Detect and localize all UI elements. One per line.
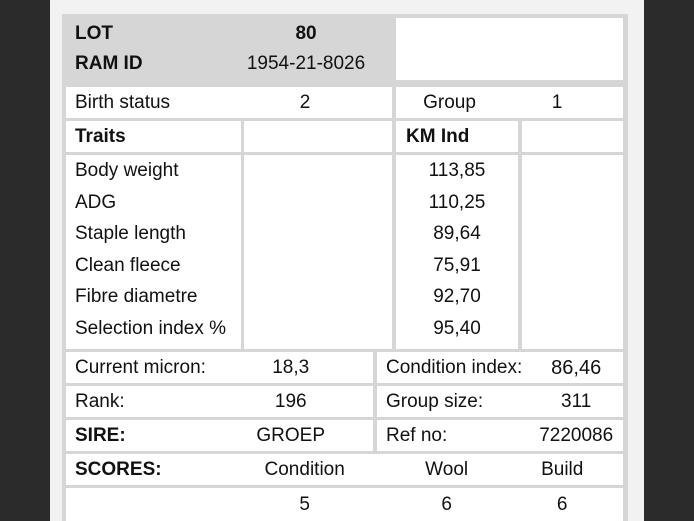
group-label: Group bbox=[423, 92, 476, 113]
current-micron-value: 18,3 bbox=[272, 357, 310, 378]
lot-value: 80 bbox=[295, 22, 317, 44]
ram-id-value: 1954-21-8026 bbox=[246, 53, 366, 75]
scores-values-spacer bbox=[75, 495, 223, 514]
trait-value: 89,64 bbox=[433, 223, 481, 244]
scores-condition-label: Condition bbox=[264, 459, 345, 480]
rank-label: Rank: bbox=[75, 391, 125, 412]
condition-index-label: Condition index: bbox=[386, 356, 523, 378]
scores-build-label: Build bbox=[541, 459, 584, 480]
condition-index-value: 86,46 bbox=[551, 356, 602, 379]
rank-value: 196 bbox=[274, 391, 307, 412]
scores-wool-value: 6 bbox=[441, 494, 452, 515]
group-size-cell bbox=[377, 386, 623, 417]
trait-value: 110,25 bbox=[428, 191, 486, 213]
scores-condition-value: 5 bbox=[299, 494, 310, 515]
sire-label: SIRE: bbox=[75, 425, 126, 446]
lot-row bbox=[75, 24, 386, 43]
group-size-label: Group size: bbox=[386, 391, 484, 412]
lot-header bbox=[62, 14, 392, 83]
trait-value: 75,91 bbox=[433, 254, 481, 276]
traits-header-blank bbox=[244, 121, 392, 152]
condition-index-cell bbox=[377, 352, 623, 383]
km-ind-header bbox=[396, 121, 518, 152]
trait-name: ADG bbox=[75, 191, 117, 213]
scores-label: SCORES: bbox=[75, 459, 162, 480]
birth-status-value: 2 bbox=[299, 92, 311, 113]
group-value: 1 bbox=[551, 92, 563, 113]
header-blank-box bbox=[396, 18, 623, 80]
birth-status-label: Birth status bbox=[75, 92, 171, 113]
trait-value: 92,70 bbox=[433, 286, 481, 307]
trait-name: Body weight bbox=[75, 160, 179, 181]
sire-cell bbox=[66, 420, 373, 451]
ram-lot-card bbox=[62, 14, 628, 521]
ref-no-label: Ref no: bbox=[386, 425, 448, 446]
ram-id-row bbox=[75, 54, 386, 73]
km-ind-header-label: KM Ind bbox=[406, 126, 470, 147]
traits-header-label: Traits bbox=[75, 126, 126, 147]
trait-name: Selection index % bbox=[75, 317, 227, 339]
traits-header bbox=[66, 121, 241, 152]
trait-value: 95,40 bbox=[433, 317, 481, 339]
group-cell bbox=[396, 87, 623, 118]
trait-extra-column bbox=[522, 155, 623, 349]
ram-id-label: RAM ID bbox=[75, 53, 143, 75]
trait-name: Staple length bbox=[75, 223, 186, 244]
current-micron-cell bbox=[66, 352, 373, 383]
scores-values-cell bbox=[66, 488, 623, 521]
trait-values-column bbox=[396, 155, 518, 349]
km-ind-header-blank bbox=[522, 121, 623, 152]
trait-name: Fibre diametre bbox=[75, 286, 198, 307]
scores-wool-label: Wool bbox=[425, 459, 469, 480]
sire-value: GROEP bbox=[256, 425, 326, 446]
trait-name: Clean fleece bbox=[75, 254, 181, 276]
current-micron-label: Current micron: bbox=[75, 357, 206, 378]
scores-build-value: 6 bbox=[556, 494, 568, 515]
scores-header-cell bbox=[66, 454, 623, 485]
ref-no-value: 7220086 bbox=[539, 425, 614, 446]
lot-label: LOT bbox=[75, 22, 113, 44]
group-size-value: 311 bbox=[561, 391, 592, 412]
ref-no-cell bbox=[377, 420, 623, 451]
trait-value: 113,85 bbox=[428, 160, 486, 181]
trait-blank-column bbox=[244, 155, 392, 349]
trait-names-column bbox=[66, 155, 241, 349]
birth-status-cell bbox=[66, 87, 392, 118]
rank-cell bbox=[66, 386, 373, 417]
